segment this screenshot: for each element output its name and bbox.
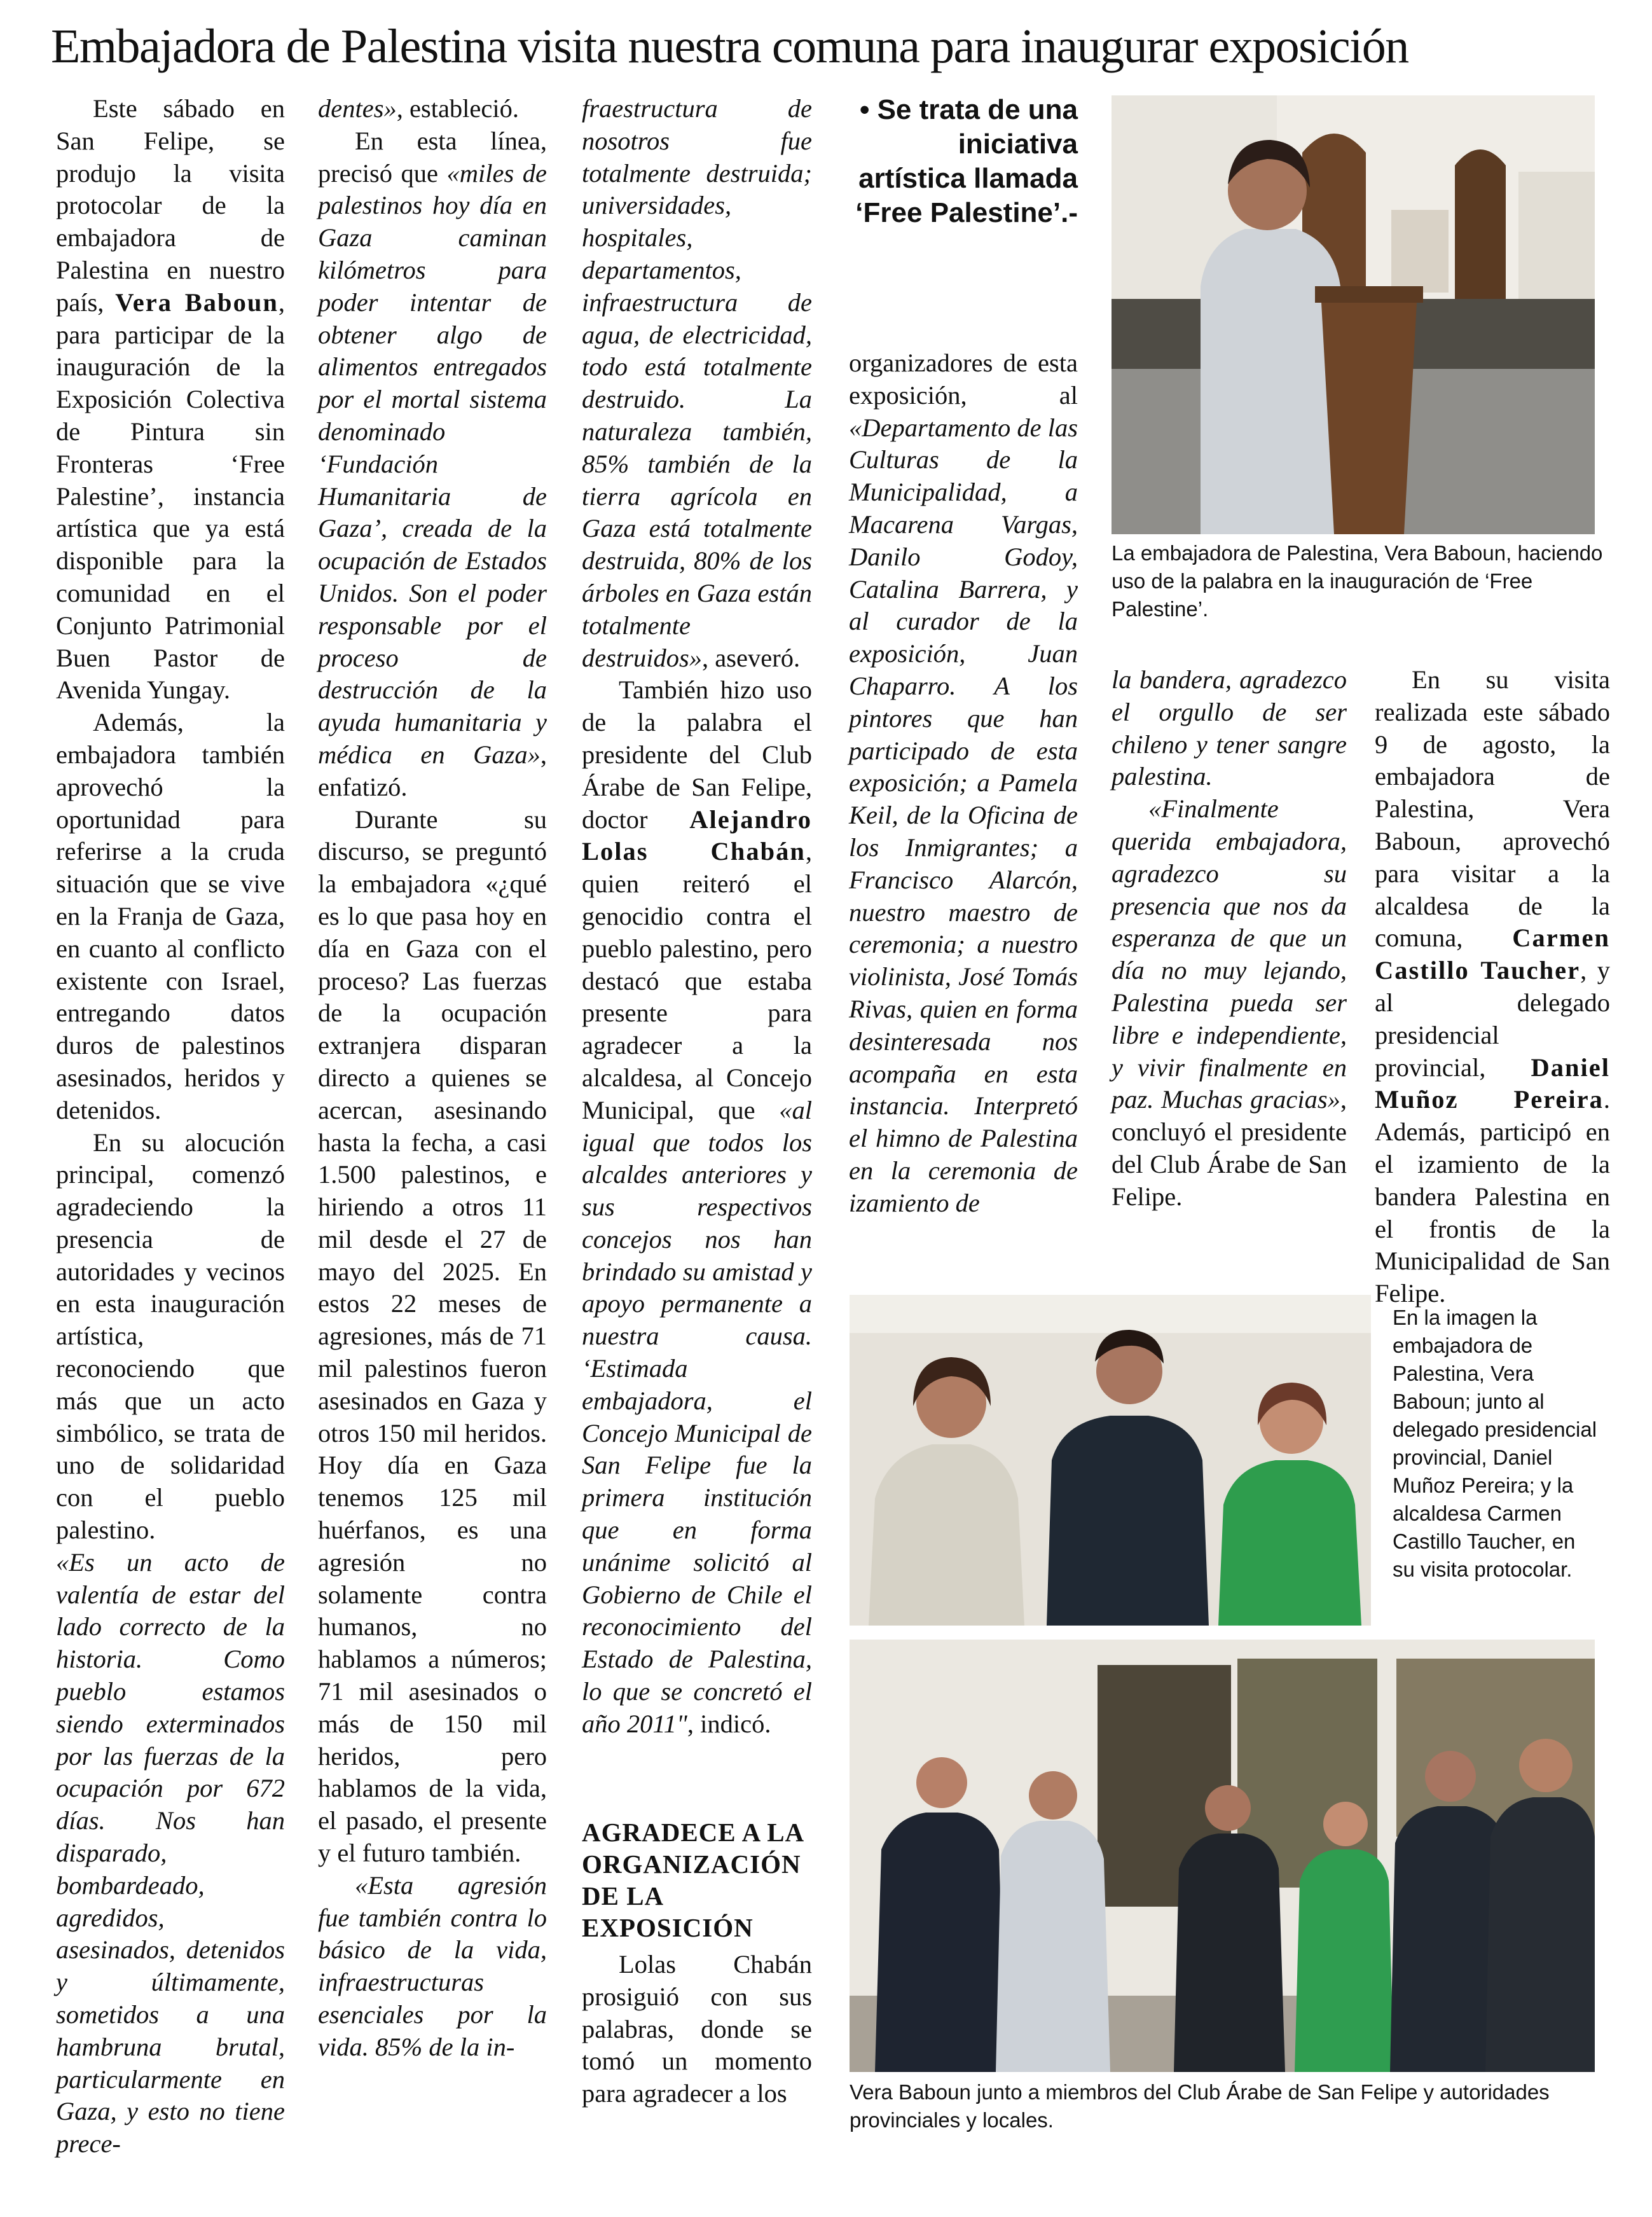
deck-bullet: • Se trata de una iniciativa artística llamada ‘Free Palestine’.- [855, 94, 1078, 228]
photo-visita-protocolar [850, 1295, 1371, 1626]
person-name: Carmen Castillo Taucher [1375, 923, 1610, 985]
headline: Embajadora de Palestina visita nuestra comuna para inaugurar exposición [51, 20, 1408, 73]
quote-paragraph: «Es un acto de valentía de estar del lado correcto de la historia. Como pueblo estamos siendo exterminados por las fuerzas de la ocupación por 672 días. Nos han disparado, bombardeado, agredidos, asesinados, detenidos y últimamente, sometidos a una hambruna brutal, particularmente en Gaza, y esto no tiene prece- [56, 1547, 285, 2158]
photo-group-club-arabe [850, 1640, 1595, 2072]
photo-ambassador-speaking [1112, 95, 1595, 534]
article-column-3-section [582, 1816, 812, 2185]
person-name: Daniel Muñoz Pereira [1375, 1053, 1610, 1114]
article-column-1 [56, 93, 285, 2192]
section-subhead: AGRADECE A LA ORGANIZACIÓN DE LA EXPOSICIÓN [582, 1818, 803, 1942]
article-column-3 [582, 93, 812, 1823]
paragraph: fraestructura de nosotros fue totalmente destruida; universidades, hospitales, departamentos, infraestructura de agua, de electricidad, todo está totalmente destruido. La naturaleza también, 85% también de la tierra agrícola en Gaza está totalmente destruida, 80% de los árboles en Gaza están totalmente destruidos», aseveró. [582, 94, 812, 672]
quote-paragraph: la bandera, agradezco el orgullo de ser chileno y tener sangre palestina. [1112, 665, 1347, 791]
person-name: Vera Baboun [115, 287, 279, 317]
paragraph: También hizo uso de la palabra el presidente del Club Árabe de San Felipe, doctor Alejandro Lolas Chabán, quien reiteró el genocidio contra el pueblo palestino, pero destacó que estaba presente para agradecer a la alcaldesa, al Concejo Municipal, que «al igual que todos los alcaldes anteriores y sus respectivos concejos nos han brindado su amistad y apoyo permanente a nuestra causa. ‘Estimada embajadora, el Concejo Municipal de San Felipe fue la primera institución que en forma unánime solicitó al Gobierno de Chile el reconocimiento del Estado de Palestina, lo que se concretó el año 2011", indicó. [582, 675, 812, 1738]
article-column-4 [849, 347, 1078, 1282]
photo-caption: En la imagen la embajadora de Palestina, Vera Baboun; junto al delegado presidencial provincial, Daniel Muñoz Pereira; y la alcaldesa Carmen Castillo Taucher, en su visita protocolar. [1393, 1306, 1597, 1581]
paragraph: Durante su discurso, se preguntó la embajadora «¿qué es lo que pasa hoy en día en Gaza con el proceso? Las fuerzas de la ocupación extranjera disparan directo a quienes se acercan, asesinando hasta la fecha, a casi 1.500 palestinos, e hiriendo a otros 11 mil desde el 27 de mayo del 2025. En estos 22 meses de agresiones, más de 71 mil palestinos fueron asesinados en Gaza y otros 150 mil heridos. Hoy día en Gaza tenemos 125 mil huérfanos, es una agresión no solamente contra humanos, no hablamos a números; 71 mil asesinados o más de 150 mil heridos, pero hablamos de la vida, el pasado, el presente y el futuro también. [318, 805, 547, 1868]
paragraph: Además, la embajadora también aprovechó la oportunidad para referirse a la cruda situación que se vive en la Franja de Gaza, en cuanto al conflicto existente con Israel, entregando datos duros de palestinos asesinados, heridos y detenidos. [56, 708, 285, 1124]
quote-paragraph: «Esta agresión fue también contra lo básico de la vida, infraestructuras esenciales por la vida. 85% de la in- [318, 1870, 547, 2061]
photo-caption: La embajadora de Palestina, Vera Baboun, haciendo uso de la palabra en la inauguración de ‘Free Palestine’. [1112, 541, 1603, 621]
paragraph: En esta línea, precisó que «miles de palestinos hoy día en Gaza caminan kilómetros para poder intentar de obtener algo de alimentos entregados por el mortal sistema denominado ‘Fundación Humanitaria de Gaza’, creada de la ocupación de Estados Unidos. Son el poder responsable por el proceso de destrucción de la ayuda humanitaria y médica en Gaza», enfatizó. [318, 126, 547, 801]
paragraph: En su visita realizada este sábado 9 de agosto, la embajadora de Palestina, Vera Baboun, aprovechó para visitar a la alcaldesa de la comuna, Carmen Castillo Taucher, y al delegado presidencial provincial, Daniel Muñoz Pereira. Además, participó en el izamiento de la bandera Palestina en el frontis de la Municipalidad de San Felipe. [1375, 665, 1611, 1308]
paragraph: Lolas Chabán prosiguió con sus palabras, donde se tomó un momento para agradecer a los [582, 1950, 812, 2108]
photo-caption: Vera Baboun junto a miembros del Club Árabe de San Felipe y autoridades provinciales y locales. [850, 2080, 1550, 2132]
article-column-6 [1375, 664, 1611, 1308]
paragraph: dentes», estableció. [318, 94, 520, 123]
paragraph: Este sábado en San Felipe, se produjo la visita protocolar de la embajadora de Palestina en nuestro país, Vera Baboun, para participar de la inauguración de la Exposición Colectiva de Pintura sin Fronteras ‘Free Palestine’, instancia artística que ya está disponible para la comunidad en el Conjunto Patrimonial Buen Pastor de Avenida Yungay. [56, 94, 285, 705]
article-column-2 [318, 93, 547, 2192]
person-name: Alejandro Lolas Chabán [582, 805, 812, 866]
paragraph: En su alocución principal, comenzó agradeciendo la presencia de autoridades y vecinos en esta inauguración artística, reconociendo que más que un acto simbólico, se trata de uno de solidaridad con el pueblo palestino. [56, 1128, 285, 1545]
paragraph: «Finalmente querida embajadora, agradezco su presencia que nos da esperanza de que un día no muy lejando, Palestina pueda ser libre e independiente, y vivir finalmente en paz. Muchas gracias», concluyó el presidente del Club Árabe de San Felipe. [1112, 794, 1347, 1211]
paragraph: organizadores de esta exposición, al «Departamento de las Culturas de la Municipalidad, a Macarena Vargas, Danilo Godoy, Catalina Barrera, y al curador de la exposición, Juan Chaparro. A los pintores que han participado de esta exposición; a Pamela Keil, de la Oficina de los Inmigrantes; a Francisco Alarcón, nuestro maestro de ceremonia; a nuestro violinista, José Tomás Rivas, quien en forma desinteresada nos acompaña en esta instancia. Interpretó el himno de Palestina en la ceremonia de izamiento de [849, 349, 1078, 1217]
article-column-5 [1112, 664, 1347, 1281]
